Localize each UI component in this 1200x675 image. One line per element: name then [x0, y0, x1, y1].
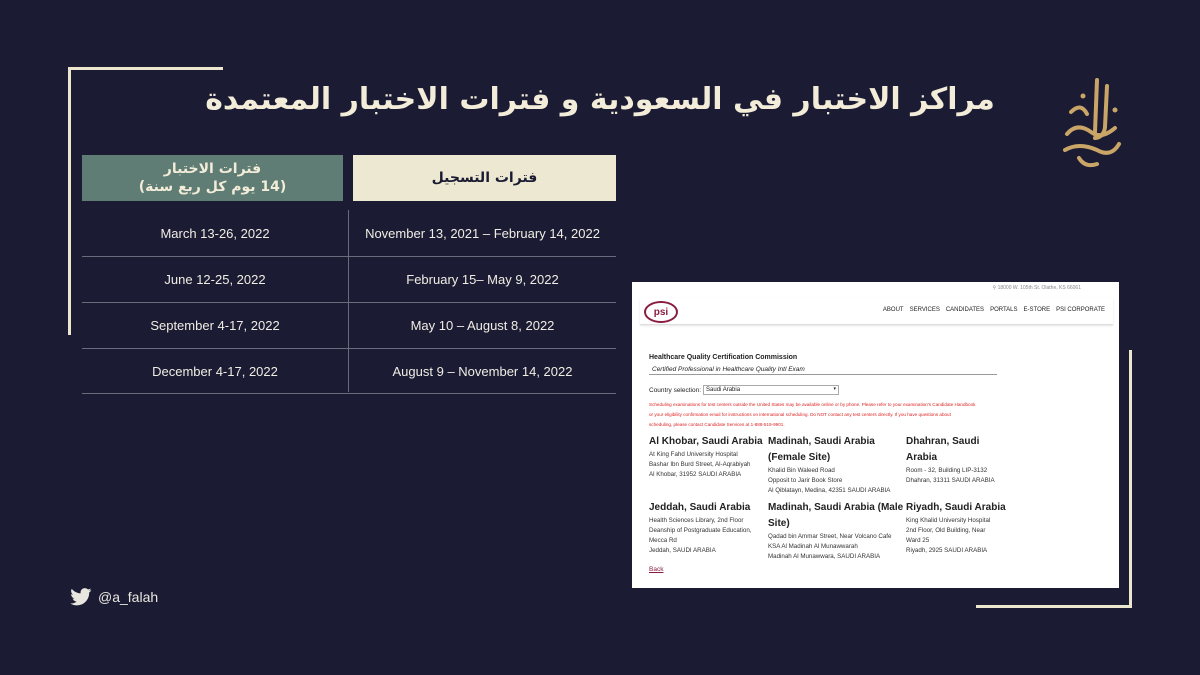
- psi-top-address: ⚲ 18000 W. 105th St. Olathe, KS 66061: [992, 285, 1081, 291]
- psi-navbar: [640, 298, 1113, 325]
- twitter-handle-text: @a_falah: [98, 589, 159, 605]
- location-pin-icon: ⚲: [992, 285, 997, 291]
- registration-period-cell: May 10 – August 8, 2022: [410, 317, 555, 333]
- nav-item-portals[interactable]: PORTALS: [990, 307, 1018, 313]
- commission-title: Healthcare Quality Certification Commission: [649, 354, 798, 361]
- header-test-periods: [82, 155, 343, 201]
- header-registration-periods: فترات التسجيل: [353, 155, 616, 201]
- location-riyadh: Riyadh, Saudi Arabia King Khalid University Hospital 2nd Floor, Old Building, Near Ward 25 Riyadh, 2925 SAUDI ARABIA: [906, 502, 1006, 554]
- frame-line-bottom-right-horizontal: [976, 605, 1132, 608]
- scheduling-notice: Scheduling examinations for test centers outside the United States may be available online or by phone. Please refer to your examination's Candidate Handbook or your eligibility confirmation email for instructions on international scheduling. Do NOT contact any test centers directly. If you have questions about scheduling, please contact Candidate Services at 1-888-519-9901.: [649, 402, 976, 427]
- calligraphy-logo: [1057, 72, 1127, 172]
- header-test-title: فترات الاختبار: [163, 161, 262, 177]
- location-madinah-male: Madinah, Saudi Arabia (Male Site) Qadad bin Ammar Street, Near Volcano Cafe KSA Al Madinah Al Munawwarah Madinah Al Munawwara, SAUDI ARABIA: [768, 502, 904, 560]
- test-period-cell: March 13-26, 2022: [160, 225, 270, 241]
- nav-item-services[interactable]: SERVICES: [909, 307, 940, 313]
- location-madinah-female: Madinah, Saudi Arabia (Female Site) Khalid Bin Waleed Road Opposit to Jarir Book Store Al Qiblatayn, Medina, 42351 SAUDI ARABIA: [768, 436, 891, 494]
- nav-item-candidates[interactable]: CANDIDATES: [945, 307, 985, 313]
- frame-line-top-left-vertical: [68, 67, 71, 335]
- twitter-icon: [70, 588, 92, 606]
- location-al-khobar: Al Khobar, Saudi Arabia At King Fahd University Hospital Bashar Ibn Burd Street, Al-Aqrabiyah Al Khobar, 31952 SAUDI ARABIA: [649, 436, 763, 478]
- country-select[interactable]: [703, 385, 839, 395]
- test-period-cell: June 12-25, 2022: [164, 271, 266, 287]
- country-label: Country selection:: [649, 386, 702, 394]
- page-title: مراكز الاختبار في السعودية و فترات الاختبار المعتمدة: [205, 82, 995, 117]
- exam-name: Certified Professional in Healthcare Quality Intl Exam: [649, 366, 997, 375]
- test-period-cell: September 4-17, 2022: [150, 317, 280, 333]
- back-link[interactable]: Back: [649, 566, 664, 573]
- psi-nav-menu: [883, 307, 1105, 313]
- header-test-subtitle: (14 يوم كل ربع سنة): [138, 179, 287, 195]
- twitter-handle[interactable]: [70, 588, 158, 606]
- nav-item-estore[interactable]: E-STORE: [1023, 307, 1051, 313]
- test-period-cell: December 4-17, 2022: [152, 363, 278, 379]
- nav-item-about[interactable]: ABOUT: [882, 307, 904, 313]
- location-jeddah: Jeddah, Saudi Arabia Health Sciences Library, 2nd Floor Deanship of Postgraduate Education, Mecca Rd Jeddah, SAUDI ARABIA: [649, 502, 752, 554]
- psi-website-screenshot: [632, 282, 1119, 588]
- frame-line-bottom-right-vertical: [1129, 350, 1132, 608]
- registration-period-cell: August 9 – November 14, 2022: [392, 363, 573, 379]
- location-dhahran: Dhahran, Saudi Arabia Room - 32, Building LIP-3132 Dhahran, 31311 SAUDI ARABIA: [906, 436, 995, 484]
- registration-period-cell: November 13, 2021 – February 14, 2022: [365, 225, 600, 241]
- nav-item-psi-corporate[interactable]: PSI CORPORATE: [1056, 307, 1105, 313]
- registration-period-cell: February 15– May 9, 2022: [406, 271, 559, 287]
- chevron-down-icon: ▾: [833, 386, 837, 392]
- country-select-value: Saudi Arabia: [706, 387, 741, 393]
- frame-line-top-left-horizontal: [68, 67, 223, 70]
- psi-logo[interactable]: psi: [644, 301, 678, 323]
- country-selection: [649, 385, 839, 395]
